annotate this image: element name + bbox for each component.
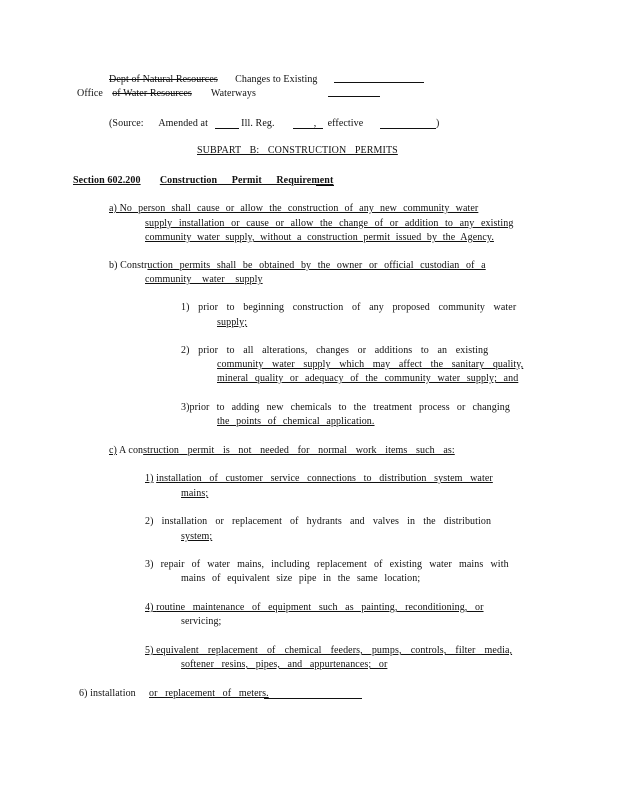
para-c-item-2b: system; (181, 531, 213, 542)
para-a-line-1 (109, 203, 478, 215)
para-c-item-4a (145, 602, 484, 614)
source-blank-volume (293, 128, 323, 129)
para-c-item-5-label: 5) (145, 645, 154, 656)
para-b-line-1 (109, 260, 486, 272)
para-c-item-4b: servicing; (181, 616, 222, 627)
para-c-item-5b: softener resins, pipes, and appurtenances; or (181, 659, 388, 670)
para-c-item-5-text: equivalent replacement of chemical feeders, pumps, controls, filter media, (156, 645, 513, 656)
para-c-line-1 (109, 445, 455, 457)
section-heading (73, 175, 333, 187)
para-a-text-1: No person shall cause or allow the construction of any new community water (119, 203, 479, 214)
item-6-text-a: 6) installation (79, 688, 136, 699)
para-b-text-1a: b) Constr (109, 260, 148, 271)
para-b-item-2b: community water supply which may affect the sanitary quality, (217, 359, 524, 370)
para-c-text-1a: A con (119, 445, 144, 456)
para-b-text-1b: uction permits shall be obtained by the owner or official custodian of a (147, 260, 486, 271)
para-b-item-3a: 3)prior to adding new chemicals to the treatment process or changing (181, 402, 510, 413)
header-changes-text: Changes to Existing (235, 74, 318, 85)
source-close: ) (436, 118, 440, 129)
item-6-text-b: or replacement of meters. (149, 688, 269, 699)
para-c-item-1a (145, 473, 493, 485)
para-c-label: c) (109, 445, 117, 456)
para-c-item-2a: 2) installation or replacement of hydrants and valves in the distribution (145, 516, 492, 527)
section-title: Construction Permit Requirement (159, 175, 334, 186)
para-c-item-1-label: 1) (145, 473, 154, 484)
source-blank-amended (215, 128, 239, 129)
source-ill-reg: Ill. Reg. (241, 118, 275, 129)
para-c-item-3b: mains of equivalent size pipe in the same location; (181, 573, 421, 584)
para-b-item-1a: 1) prior to beginning construction of any proposed community water (181, 302, 517, 313)
section-rule (316, 185, 334, 186)
para-c-item-5a (145, 645, 512, 657)
para-b-item-1b: supply; (217, 317, 248, 328)
para-c-item-1-text: installation of customer service connections to distribution system water (156, 473, 493, 484)
header-struck-agency: Dept of Natural Resources (109, 74, 218, 85)
para-a-label: a) (109, 203, 117, 214)
para-c-text-1b: struction permit is not needed for normal work items such as: (143, 445, 455, 456)
para-b-item-2a: 2) prior to all alterations, changes or additions to an existing (181, 345, 489, 356)
para-a-line-3: community water supply, without a construction permit issued by the Agency. (145, 232, 494, 243)
source-open: (Source: (109, 118, 144, 129)
para-b-line-2: community water supply (145, 274, 263, 285)
para-c-item-4-label: 4) (145, 602, 154, 613)
subpart-heading: SUBPART B: CONSTRUCTION PERMITS (197, 145, 398, 156)
header-rule-1 (334, 82, 424, 83)
para-b-item-2c: mineral quality or adequacy of the community water supply; and (217, 373, 519, 384)
header-struck-office: of Water Resources (112, 88, 192, 99)
header-office-label: Office (77, 88, 103, 99)
source-amended: Amended at (158, 118, 208, 129)
item-6-rule (264, 698, 362, 699)
header-line-1 (109, 74, 318, 86)
header-line-2 (77, 88, 256, 100)
para-c-item-3a: 3) repair of water mains, including replacement of existing water mains with (145, 559, 509, 570)
para-c-item-1b: mains; (181, 488, 209, 499)
para-a-line-2: supply installation or cause or allow the change of or addition to any existing (145, 218, 514, 229)
source-comma: , (313, 118, 317, 129)
source-effective: effective (327, 118, 364, 129)
para-b-item-3b: the points of chemical application. (217, 416, 375, 427)
para-c-item-4-text: routine maintenance of equipment such as painting, reconditioning, or (156, 602, 484, 613)
header-waterways-text: Waterways (210, 88, 256, 99)
section-number: Section 602.200 (73, 175, 141, 186)
source-blank-date (380, 128, 436, 129)
item-6-line (79, 688, 269, 700)
header-rule-2 (328, 96, 380, 97)
